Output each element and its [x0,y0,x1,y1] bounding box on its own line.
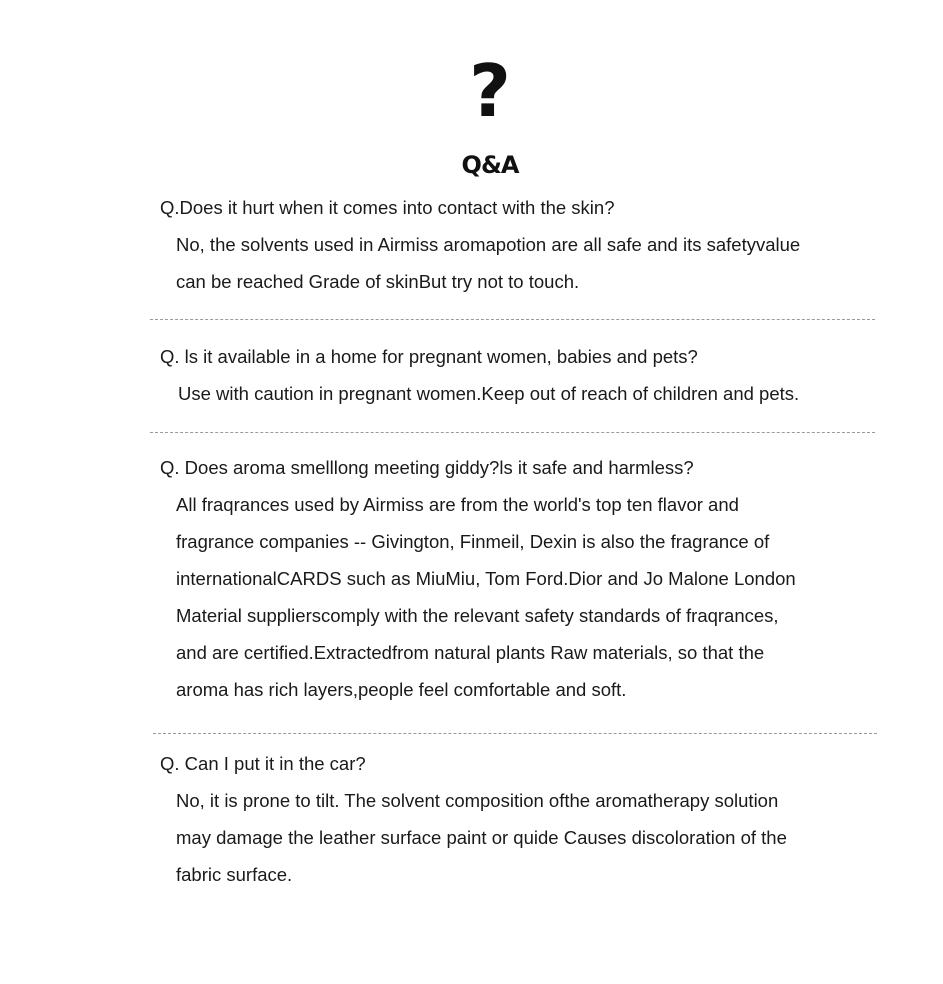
faq-answer [160,782,860,893]
faq-item-skin-contact [160,189,860,300]
faq-answer-line: No, the solvents used in Airmiss aromapotion are all safe and its safetyvalue [176,234,801,255]
section-divider [150,432,875,433]
question-mark-icon: ? [469,49,511,133]
faq-question: Q. ls it available in a home for pregnant women, babies and pets? [160,346,698,367]
faq-answer-line: and are certified.Extractedfrom natural plants Raw materials, so that the [176,642,765,663]
faq-question: Q. Does aroma smelllong meeting giddy?ls it safe and harmless? [160,457,694,478]
section-divider [150,319,875,320]
faq-answer [160,226,860,300]
faq-answer-line: internationalCARDS such as MiuMiu, Tom Ford.Dior and Jo Malone London [176,568,796,589]
faq-question: Q.Does it hurt when it comes into contact with the skin? [160,197,615,218]
faq-answer-line: Material supplierscomply with the relevant safety standards of fraqrances, [176,605,779,626]
faq-answer-line: All fraqrances used by Airmiss are from the world's top ten flavor and [176,494,739,515]
faq-item-safety [160,449,860,708]
faq-question: Q. Can I put it in the car? [160,753,366,774]
faq-answer-line: can be reached Grade of skinBut try not to touch. [176,271,580,292]
faq-answer-line: fragrance companies -- Givington, Finmeil, Dexin is also the fragrance of [176,531,770,552]
page-title: Q&A [461,151,519,179]
faq-answer [160,486,860,708]
faq-answer-line: Use with caution in pregnant women.Keep out of reach of children and pets. [178,383,800,404]
faq-answer [160,375,860,412]
faq-item-car-use [160,745,860,893]
faq-answer-line: No, it is prone to tilt. The solvent composition ofthe aromatherapy solution [176,790,779,811]
faq-item-pregnant-women-pets [160,338,860,412]
faq-answer-line: may damage the leather surface paint or quide Causes discoloration of the [176,827,787,848]
faq-answer-line: fabric surface. [176,864,293,885]
faq-answer-line: aroma has rich layers,people feel comfortable and soft. [176,679,627,700]
section-divider [153,733,877,734]
